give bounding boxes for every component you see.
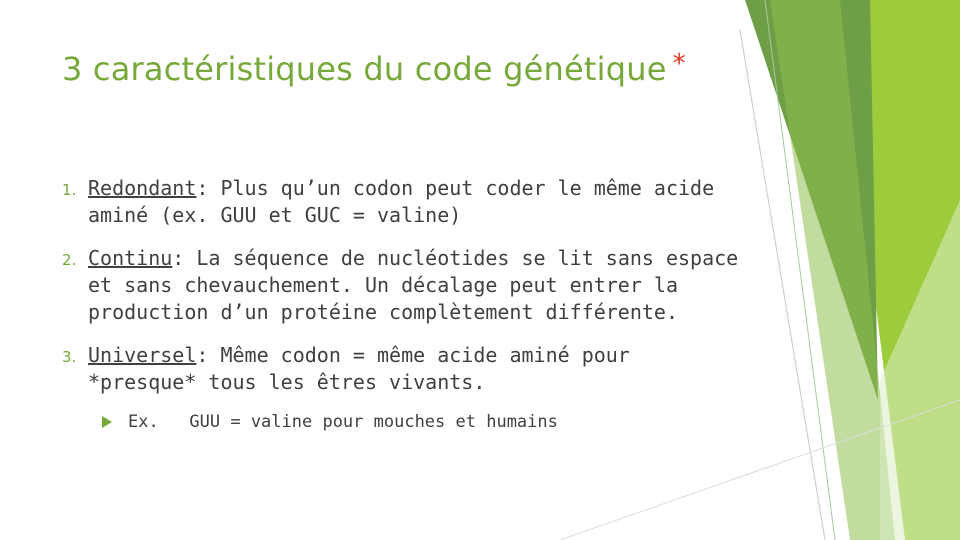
sub-bullet bbox=[102, 410, 742, 434]
list-item bbox=[62, 342, 742, 396]
title-asterisk: * bbox=[672, 49, 686, 79]
item-number: 3. bbox=[62, 348, 77, 366]
item-term: Universel bbox=[88, 343, 197, 367]
item-number: 2. bbox=[62, 251, 77, 269]
list-item bbox=[62, 245, 742, 326]
item-text: : Plus qu’un codon peut coder le même acide aminé (ex. GUU et GUC = valine) bbox=[88, 176, 715, 227]
triangle-bullet-icon bbox=[102, 416, 112, 428]
sub-bullet-text: Ex. GUU = valine pour mouches et humains bbox=[128, 412, 558, 432]
slide-title bbox=[62, 50, 686, 88]
item-text: : Même codon = même acide aminé pour *presque* tous les êtres vivants. bbox=[88, 343, 630, 394]
list-item bbox=[62, 175, 742, 229]
item-number: 1. bbox=[62, 181, 77, 199]
title-text: 3 caractéristiques du code génétique bbox=[62, 50, 667, 88]
item-text: : La séquence de nucléotides se lit sans espace et sans chevauchement. Un décalage peut entrer la production d’un protéine complètement différente. bbox=[88, 246, 739, 324]
item-term: Continu bbox=[88, 246, 173, 270]
item-term: Redondant bbox=[88, 176, 197, 200]
numbered-list bbox=[62, 175, 742, 434]
